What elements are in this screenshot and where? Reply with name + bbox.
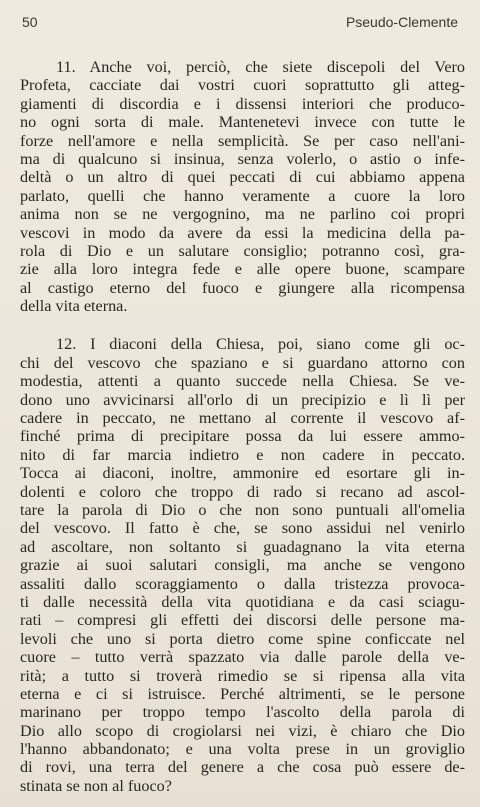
text-line: ma di qualcuno si insinua, senza volerlo, o astio o infe- (20, 149, 465, 168)
text-line: ad ascoltare, non soltanto si guadagnano la vita eterna (20, 537, 465, 556)
paragraph-12 (20, 335, 465, 795)
text-line: finché prima di precipitare possa da lui essere ammo- (20, 427, 465, 446)
text-line: assaliti dallo scoraggiamento o dalla tristezza provoca- (20, 574, 465, 593)
text-line: tare la parola di Dio o che non sono puntuali all'omelia (20, 500, 465, 519)
text-line: marinano per troppo tempo l'ascolto della parola di (20, 703, 465, 722)
text-line: cuore – tutto verrà spazzato via dalle parole della ve- (20, 648, 465, 667)
text-line: grazie ai suoi salutari consigli, ma anche se vengono (20, 556, 465, 575)
text-line: cadere in peccato, ne mettano al corrente il vescovo af- (20, 409, 465, 428)
text-line: 11. Anche voi, perciò, che siete discepoli del Vero (56, 58, 465, 76)
text-line: modestia, attenti a quanto succede nella Chiesa. Se ve- (20, 372, 465, 391)
text-line: deltà o un altro di quei peccati di cui abbiamo appena (20, 168, 465, 187)
text-line: Profeta, cacciate dai vostri cuori soprattutto gli atteg- (20, 76, 465, 95)
text-line: 12. I diaconi della Chiesa, poi, siano come gli oc- (56, 335, 465, 354)
running-head (22, 14, 458, 32)
text-line: rati – compresi gli effetti dei discorsi delle persone ma- (20, 611, 465, 630)
text-line: eterna e ci si istruisce. Perché altrimenti, se le persone (20, 684, 465, 703)
text-line: zie alla loro integra fede e alle opere buone, scampare (20, 260, 465, 279)
text-line: forze nell'amore e nella semplicità. Se per caso nell'ani- (20, 131, 465, 150)
text-line: Dio allo scopo di crogiolarsi nei vizi, è chiaro che Dio (20, 721, 465, 740)
text-line: stinata se non al fuoco? (20, 776, 172, 795)
page-number: 50 (22, 14, 38, 30)
text-line: parlato, quelli che hanno veramente a cuore la loro (20, 186, 465, 205)
text-line: no ogni sorta di male. Mantenetevi invece con tutte le (20, 113, 465, 132)
text-line: di rovi, una terra del genere a che cosa può essere de- (20, 758, 465, 777)
paragraph-gap (20, 315, 465, 335)
text-line: nito di far marcia indietro e non cadere in peccato. (20, 445, 465, 464)
text-line: al castigo eterno del fuoco e giungere alla ricompensa (20, 278, 465, 297)
text-line: rola di Dio e un salutare consiglio; potranno così, gra- (20, 241, 465, 260)
text-line: giamenti di discordia e i dissensi interiori che produco- (20, 94, 465, 113)
text-line: levoli che uno si porta dietro come spine conficcate nel (20, 629, 465, 648)
text-line: rità; a tutto si troverà rimedio se si ripensa alla vita (20, 666, 465, 685)
text-line: vescovi in modo da avere da essi la medicina della pa- (20, 223, 465, 242)
running-title: Pseudo-Clemente (345, 14, 458, 30)
body-text (20, 58, 465, 795)
text-line: ti dalle necessità della vita quotidiana e da casi sciagu- (20, 592, 465, 611)
paragraph-11 (20, 58, 465, 315)
text-line: anima non se ne vergognino, ma ne parlino coi propri (20, 205, 465, 224)
text-line: del vescovo. Il fatto è che, se sono assidui nel venirlo (20, 519, 465, 538)
text-line: chi del vescovo che spaziano e si guardano attorno con (20, 353, 465, 372)
text-line: dolenti e coloro che troppo di rado si recano ad ascol- (20, 482, 465, 501)
text-line: l'hanno abbandonato; e una volta prese in un groviglio (20, 740, 465, 759)
text-line: della vita eterna. (20, 297, 128, 316)
text-line: dono uno avvicinarsi all'orlo di un precipizio e lì lì per (20, 390, 465, 409)
text-line: Tocca ai diaconi, inoltre, ammonire ed esortare gli in- (20, 464, 465, 483)
